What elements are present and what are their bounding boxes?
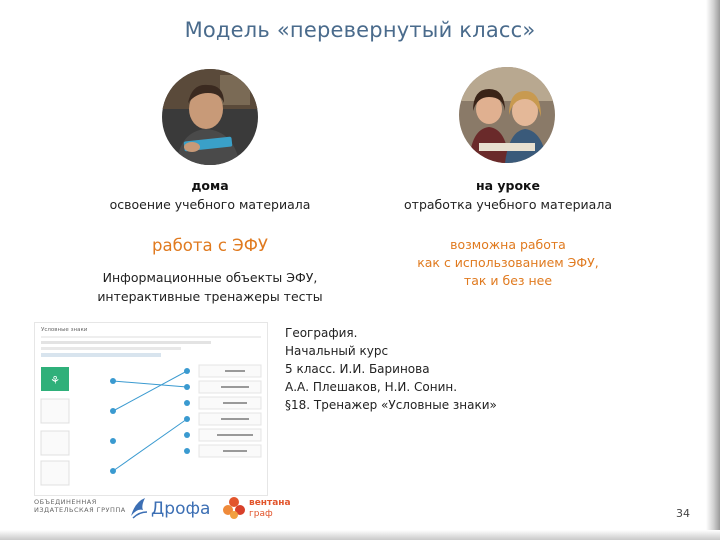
right-subheading: отработка учебного материала	[404, 197, 612, 212]
right-highlight	[388, 236, 628, 290]
info-line: А.А. Плешаков, Н.И. Сонин.	[285, 380, 458, 394]
info-line: §18. Тренажер «Условные знаки»	[285, 398, 497, 412]
trainer-thumbnail	[34, 322, 268, 496]
right-heading: на уроке	[475, 178, 541, 193]
info-line: 5 класс. И.И. Баринова	[285, 362, 430, 376]
right-highlight-line: как с использованием ЭФУ,	[417, 255, 599, 270]
left-heading: дома	[191, 178, 229, 193]
thumbnail-title: Условные знаки	[41, 327, 88, 333]
ventana-flower-icon	[222, 496, 246, 520]
textbook-info	[285, 324, 497, 414]
info-line: Начальный курс	[285, 344, 389, 358]
left-description	[80, 268, 340, 306]
page-number: 34	[676, 507, 690, 520]
right-highlight-line: возможна работа	[450, 237, 566, 252]
graf-logo-text: граф	[249, 509, 273, 519]
drofa-logo	[129, 496, 211, 524]
publisher-logos	[34, 496, 304, 524]
ventana-graf-logo	[222, 496, 291, 524]
ventana-logo-text: вентана	[249, 498, 291, 508]
group-logo-line: ИЗДАТЕЛЬСКАЯ ГРУППА	[34, 506, 126, 514]
group-logo	[34, 498, 126, 514]
left-subheading: освоение учебного материала	[109, 197, 311, 212]
slide-bottom-shadow	[0, 530, 720, 540]
left-highlight: работа с ЭФУ	[152, 236, 268, 255]
slide-right-shadow	[706, 0, 720, 540]
drofa-logo-text: Дрофа	[151, 499, 211, 519]
drofa-bird-icon	[129, 496, 149, 520]
slide-title: Модель «перевернутый класс»	[184, 18, 536, 42]
photo-students-class	[459, 67, 555, 163]
left-description-line: интерактивные тренажеры тесты	[97, 289, 323, 304]
left-description-line: Информационные объекты ЭФУ,	[102, 270, 318, 285]
photo-student-home	[162, 69, 258, 165]
right-highlight-line: так и без нее	[463, 273, 553, 288]
trainer-diagram	[35, 323, 267, 495]
svg-text:⚘: ⚘	[50, 374, 60, 387]
group-logo-line: ОБЪЕДИНЕННАЯ	[34, 498, 97, 506]
info-line: География.	[285, 326, 358, 340]
